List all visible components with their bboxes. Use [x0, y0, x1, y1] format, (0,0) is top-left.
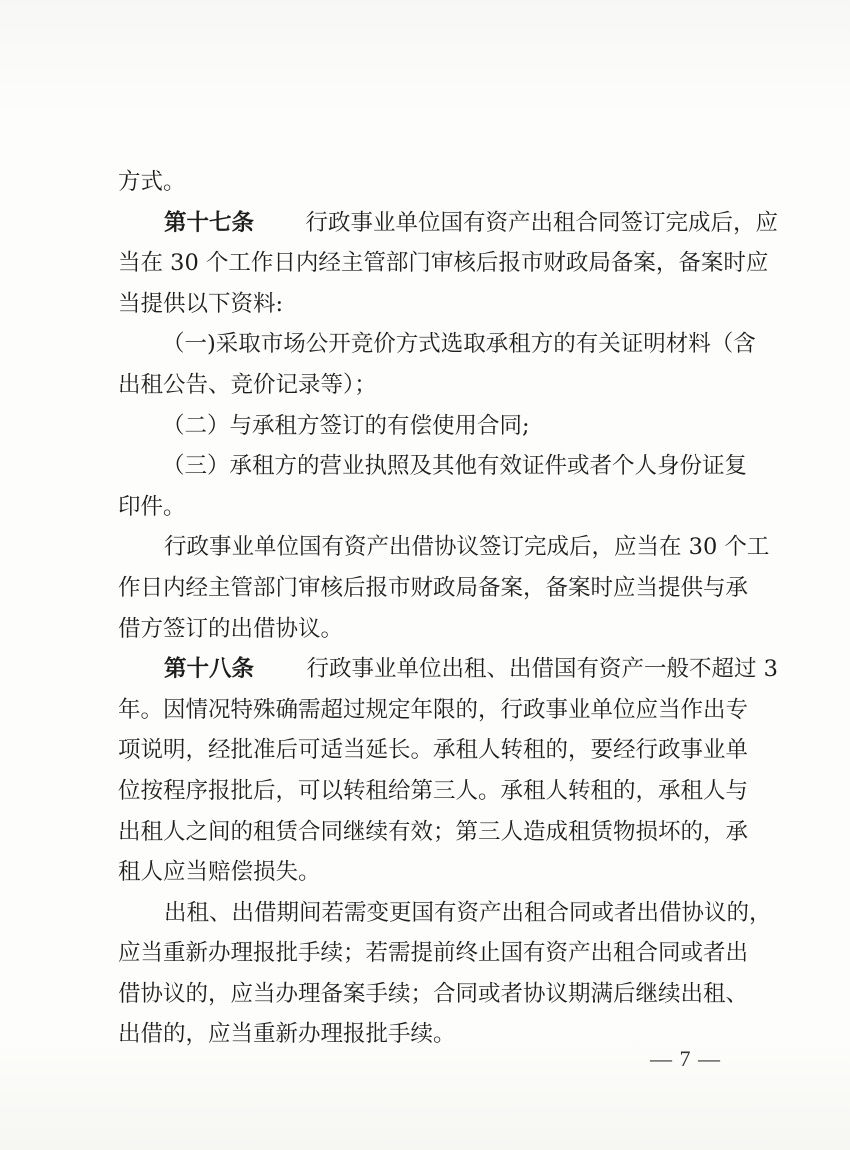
- text-line: （二）与承租方签订的有偿使用合同;: [162, 412, 530, 439]
- paragraph-line: [118, 893, 778, 934]
- text-line: 借协议的，应当办理备案手续；合同或者协议期满后继续出租、: [118, 980, 749, 1007]
- paragraph-line: [118, 568, 778, 609]
- text-line: 行政事业单位国有资产出租合同签订完成后，应: [305, 209, 778, 236]
- article-18-label: 第十八条: [164, 656, 255, 683]
- text-line: 出租、出借期间若需变更国有资产出租合同或者出借协议的，: [164, 899, 772, 926]
- text-line: 年。因情况特殊确需超过规定年限的，行政事业单位应当作出专: [118, 696, 749, 723]
- paragraph-line: [118, 974, 778, 1015]
- text-line: 当提供以下资料:: [118, 290, 284, 317]
- paragraph-line: [118, 933, 778, 974]
- list-item-1: [118, 324, 778, 365]
- text-line: （一)采取市场公开竞价方式选取承租方的有关证明材料（含: [162, 331, 756, 358]
- article-17-heading-line: [118, 203, 778, 244]
- text-line: 借方签订的出借协议。: [118, 615, 344, 642]
- text-line: 租人应当赔偿损失。: [118, 859, 321, 886]
- paragraph-line: [118, 609, 778, 650]
- text-line: 出租公告、竞价记录等）；: [118, 371, 377, 398]
- paragraph-line: [118, 527, 778, 568]
- paragraph-line: [118, 487, 778, 528]
- paragraph-line: [118, 690, 778, 731]
- paragraph-line: [118, 852, 778, 893]
- article-17-label: 第十七条: [164, 209, 255, 236]
- text-line: 方式。: [118, 169, 186, 195]
- paragraph-line: [118, 284, 778, 325]
- paragraph-line: [118, 812, 778, 853]
- paragraph-line: [118, 730, 778, 771]
- text-line: 行政事业单位出租、出借国有资产一般不超过 3: [306, 656, 778, 683]
- text-line: 项说明，经批准后可适当延长。承租人转租的，要经行政事业单: [118, 737, 749, 764]
- text-line: 出借的，应当重新办理报批手续。: [118, 1021, 456, 1048]
- page-number: — 7 —: [650, 1046, 721, 1071]
- text-line: 印件。: [118, 493, 186, 520]
- list-item-2: [118, 406, 778, 447]
- text-line: 当在 30 个工作日内经主管部门审核后报市财政局备案，备案时应: [118, 250, 769, 277]
- text-line: 行政事业单位国有资产出借协议签订完成后，应当在 30 个工: [164, 534, 770, 561]
- text-line: 位按程序报批后，可以转租给第三人。承租人转租的，承租人与: [118, 777, 749, 804]
- paragraph-line: [118, 162, 778, 203]
- paragraph-line: [118, 243, 778, 284]
- paragraph-line: [118, 365, 778, 406]
- text-line: 应当重新办理报批手续；若需提前终止国有资产出租合同或者出: [118, 940, 749, 967]
- list-item-3: [118, 446, 778, 487]
- document-body: [118, 162, 778, 1055]
- paragraph-line: [118, 771, 778, 812]
- text-line: 作日内经主管部门审核后报市财政局备案，备案时应当提供与承: [118, 574, 749, 601]
- text-line: 出租人之间的租赁合同继续有效；第三人造成租赁物损坏的，承: [118, 818, 749, 845]
- text-line: （三）承租方的营业执照及其他有效证件或者个人身份证复: [162, 453, 748, 480]
- article-18-heading-line: [118, 649, 778, 690]
